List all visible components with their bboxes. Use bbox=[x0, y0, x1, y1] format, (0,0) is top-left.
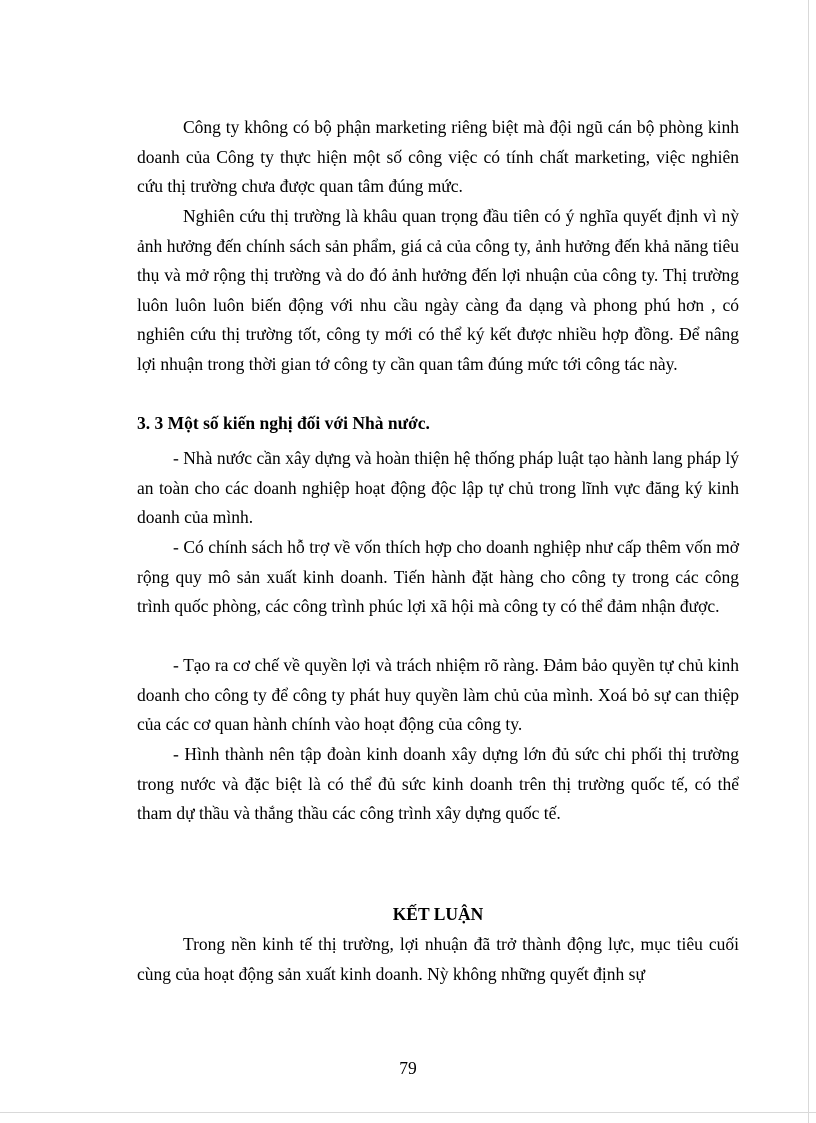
paragraph-marketing: Công ty không có bộ phận marketing riêng biệt mà đội ngũ cán bộ phòng kinh doanh của Công ty thực hiện một số công việc có tính chất marketing, việc nghiên cứu thị trường chưa được quan tâm đúng mức. bbox=[137, 117, 739, 197]
recommendation-2: - Có chính sách hỗ trợ về vốn thích hợp cho doanh nghiệp như cấp thêm vốn mở rộng quy mô sản xuất kinh doanh. Tiến hành đặt hàng cho công ty trong các công trình quốc phòng, các công trình phúc lợi xã hội mà công ty có thể đảm nhận được. bbox=[137, 537, 739, 617]
bottom-border-line bbox=[0, 1112, 816, 1113]
recommendation-3: - Tạo ra cơ chế về quyền lợi và trách nhiệm rõ ràng. Đảm bảo quyền tự chủ kinh doanh cho công ty để công ty phát huy quyền làm chủ của mình. Xoá bỏ sự can thiệp của các cơ quan hành chính vào hoạt động của công ty. bbox=[137, 655, 739, 735]
paragraph-market-research: Nghiên cứu thị trường là khâu quan trọng đầu tiên có ý nghĩa quyết định vì nỳ ảnh hưởng đến chính sách sản phẩm, giá cả của công ty, ảnh hưởng đến khả năng tiêu thụ và mở rộng thị trường và do đó ảnh hưởng đến lợi nhuận của công ty. Thị trường luôn luôn luôn biến động với nhu cầu ngày càng đa dạng và phong phú hơn , có nghiên cứu thị trường tốt, công ty mới có thể ký kết được nhiều hợp đồng. Để nâng lợi nhuận trong thời gian tớ công ty cần quan tâm đúng mức tới công tác này. bbox=[137, 206, 739, 374]
section-heading: 3. 3 Một số kiến nghị đối với Nhà nước. bbox=[137, 413, 430, 433]
conclusion-title: KẾT LUẬN bbox=[392, 904, 484, 924]
page-number: 79 bbox=[399, 1058, 417, 1078]
recommendation-4: - Hình thành nên tập đoàn kinh doanh xây dựng lớn đủ sức chi phối thị trường trong nước và đặc biệt là có thể đủ sức kinh doanh trên thị trường quốc tế, có thể tham dự thầu và thắng thầu các công trình xây dựng quốc tế. bbox=[137, 744, 739, 824]
right-border-line bbox=[808, 0, 809, 1123]
conclusion-paragraph: Trong nền kinh tế thị trường, lợi nhuận đã trở thành động lực, mục tiêu cuối cùng của hoạt động sản xuất kinh doanh. Nỳ không những quyết định sự bbox=[137, 934, 739, 984]
recommendation-1: - Nhà nước cần xây dựng và hoàn thiện hệ thống pháp luật tạo hành lang pháp lý an toàn cho các doanh nghiệp hoạt động độc lập tự chủ trong lĩnh vực đăng ký kinh doanh của mình. bbox=[137, 448, 739, 528]
